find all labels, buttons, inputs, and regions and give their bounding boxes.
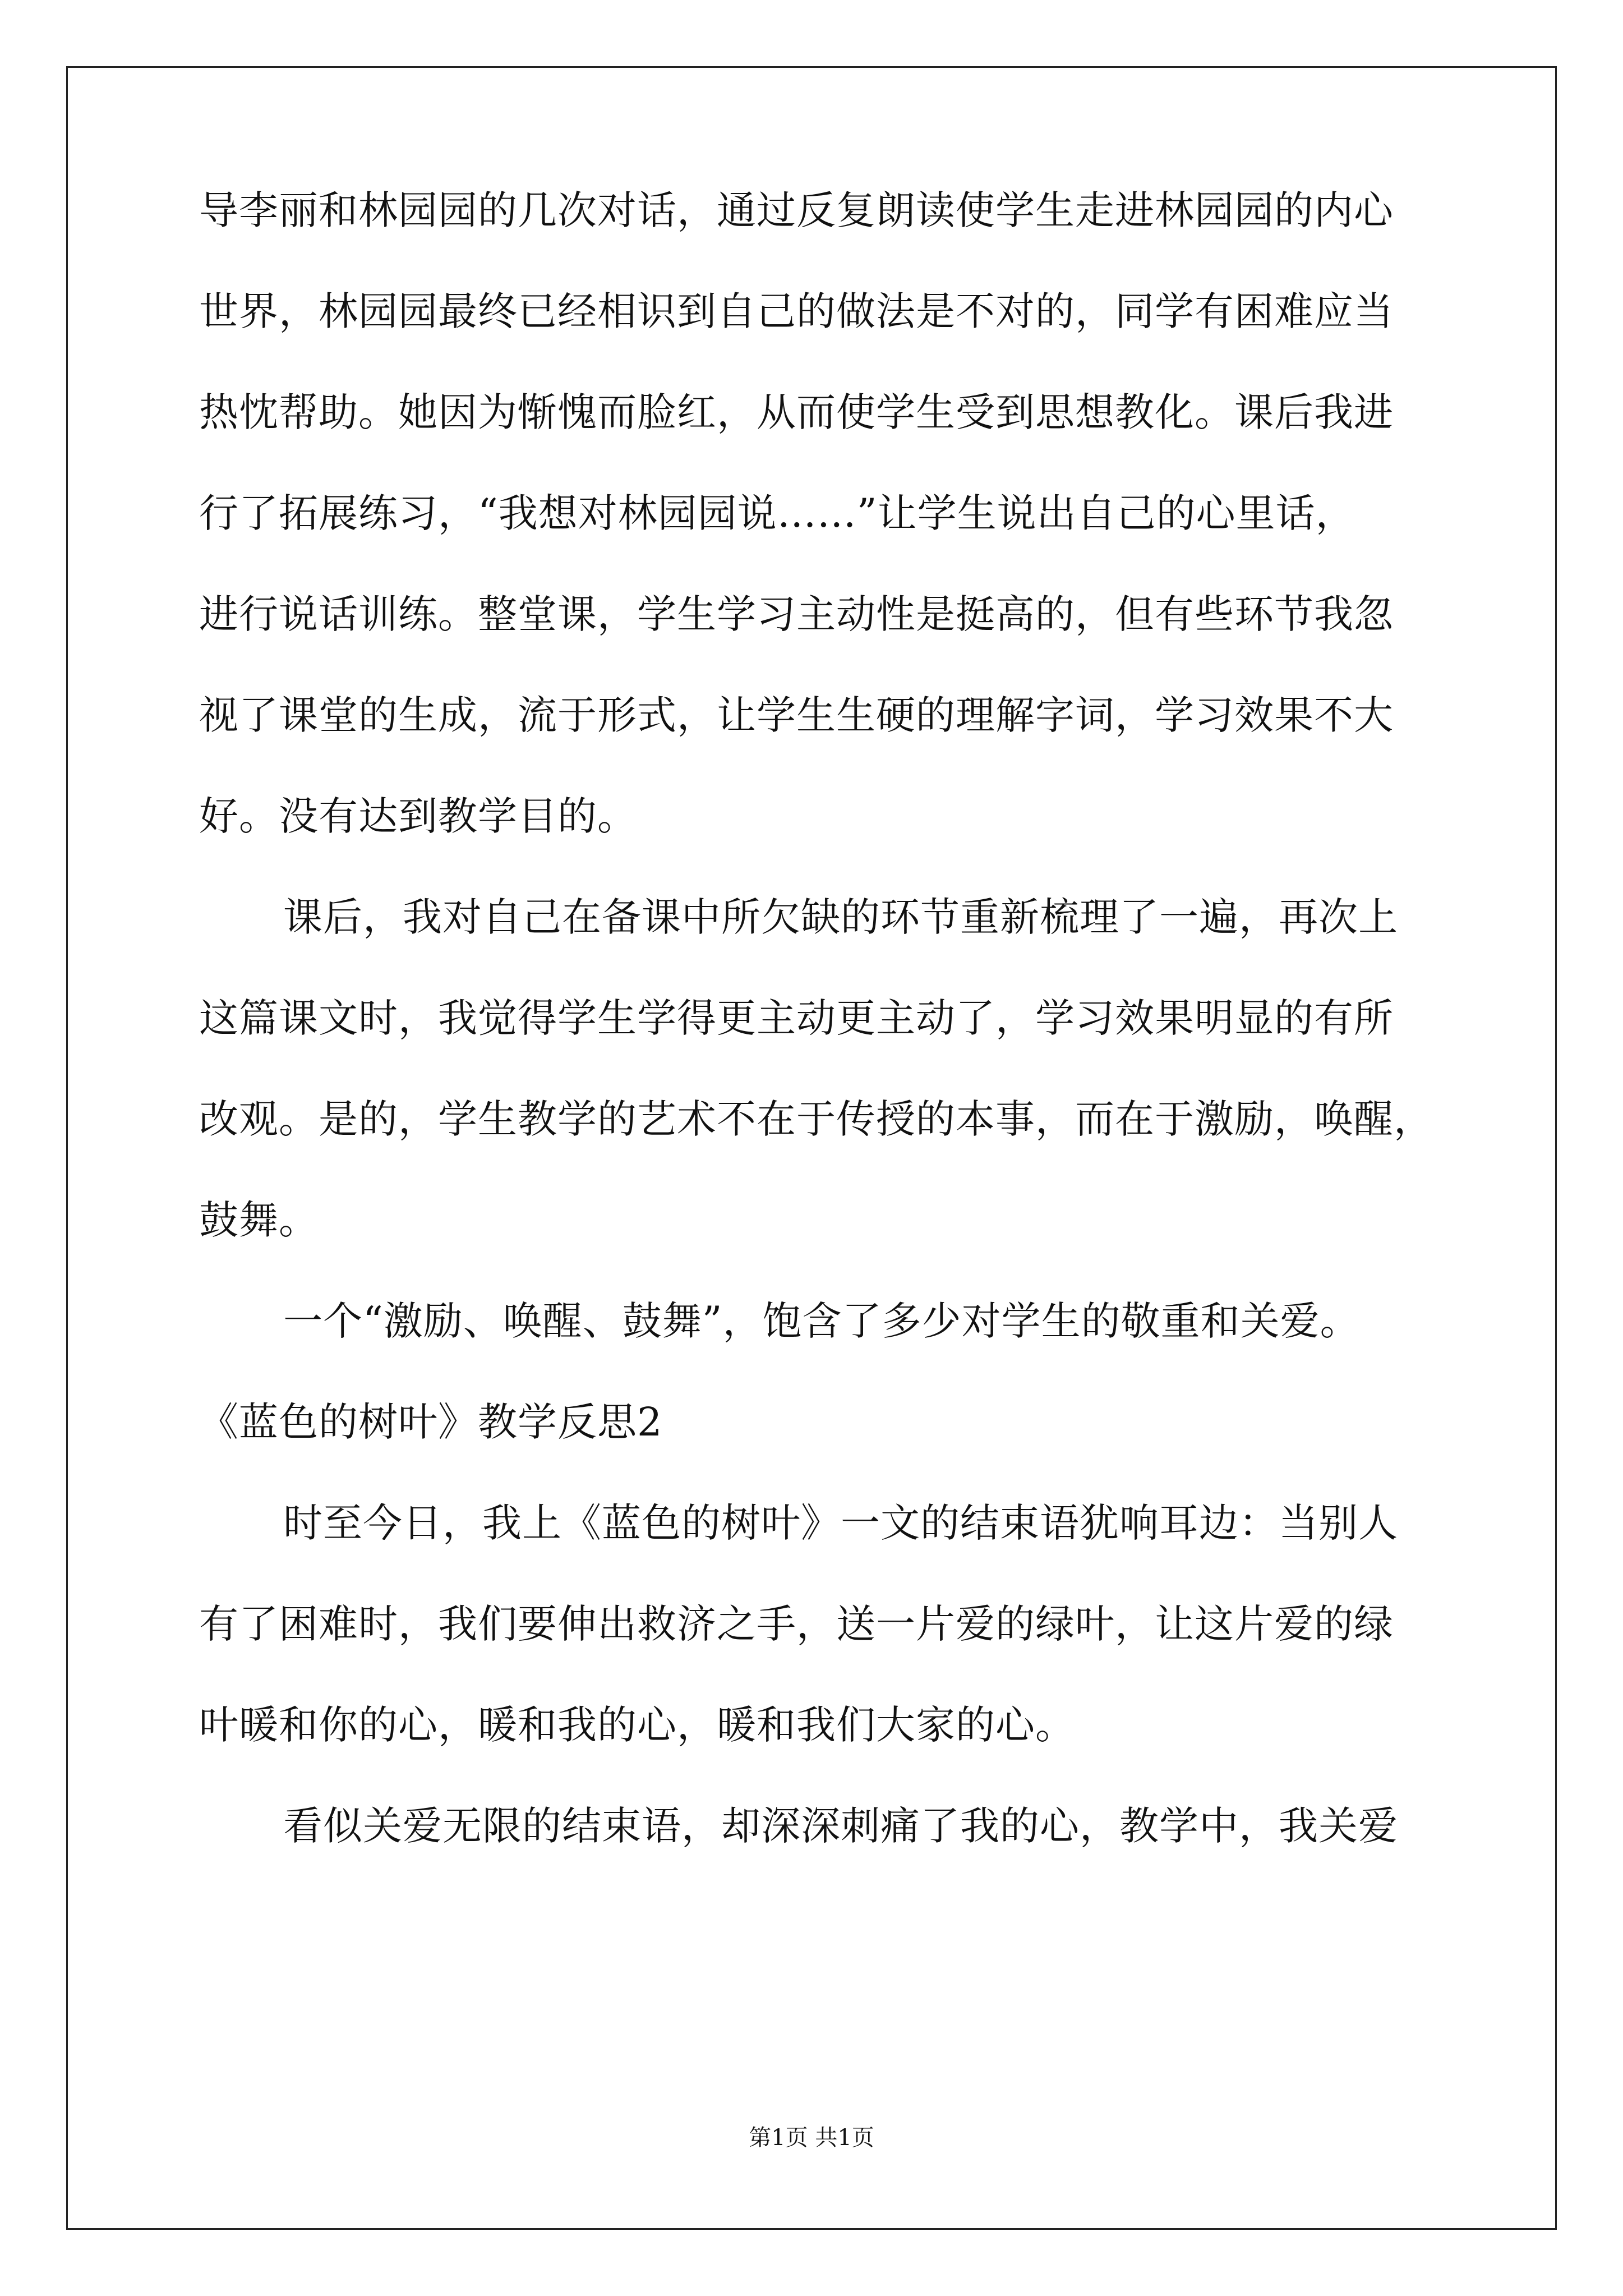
text-line: 改观。是的，学生教学的艺术不在于传授的本事，而在于激励，唤醒， <box>199 1096 1433 1142</box>
text-line: 进行说话训练。整堂课，学生学习主动性是挺高的，但有些环节我忽 <box>199 591 1394 637</box>
text-line: 导李丽和林园园的几次对话，通过反复朗读使学生走进林园园的内心 <box>199 187 1394 233</box>
section-heading: 《蓝色的树叶》教学反思2 <box>199 1399 663 1445</box>
text-line: 视了课堂的生成，流于形式，让学生生硬的理解字词，学习效果不大 <box>199 692 1394 738</box>
text-line: 一个“激励、唤醒、鼓舞”，饱含了多少对学生的敬重和关爱。 <box>283 1298 1360 1344</box>
text-line: 行了拓展练习，“我想对林园园说……”让学生说出自己的心里话， <box>199 490 1355 536</box>
text-line: 热忱帮助。她因为惭愧而脸红，从而使学生受到思想教化。课后我进 <box>199 389 1394 435</box>
text-line: 看似关爱无限的结束语，却深深刺痛了我的心，教学中，我关爱 <box>283 1803 1398 1849</box>
text-line: 鼓舞。 <box>199 1197 319 1243</box>
page-footer: 第1页 共1页 <box>749 2125 874 2151</box>
text-line: 世界，林园园最终已经相识到自己的做法是不对的，同学有困难应当 <box>199 288 1394 334</box>
text-line: 好。没有达到教学目的。 <box>199 793 637 839</box>
text-line: 有了困难时，我们要伸出救济之手，送一片爱的绿叶，让这片爱的绿 <box>199 1601 1394 1647</box>
text-line: 课后，我对自己在备课中所欠缺的环节重新梳理了一遍，再次上 <box>283 894 1398 940</box>
text-line: 这篇课文时，我觉得学生学得更主动更主动了，学习效果明显的有所 <box>199 995 1394 1041</box>
text-line: 叶暖和你的心，暖和我的心，暖和我们大家的心。 <box>199 1702 1075 1748</box>
text-line: 时至今日，我上《蓝色的树叶》一文的结束语犹响耳边：当别人 <box>283 1500 1398 1546</box>
